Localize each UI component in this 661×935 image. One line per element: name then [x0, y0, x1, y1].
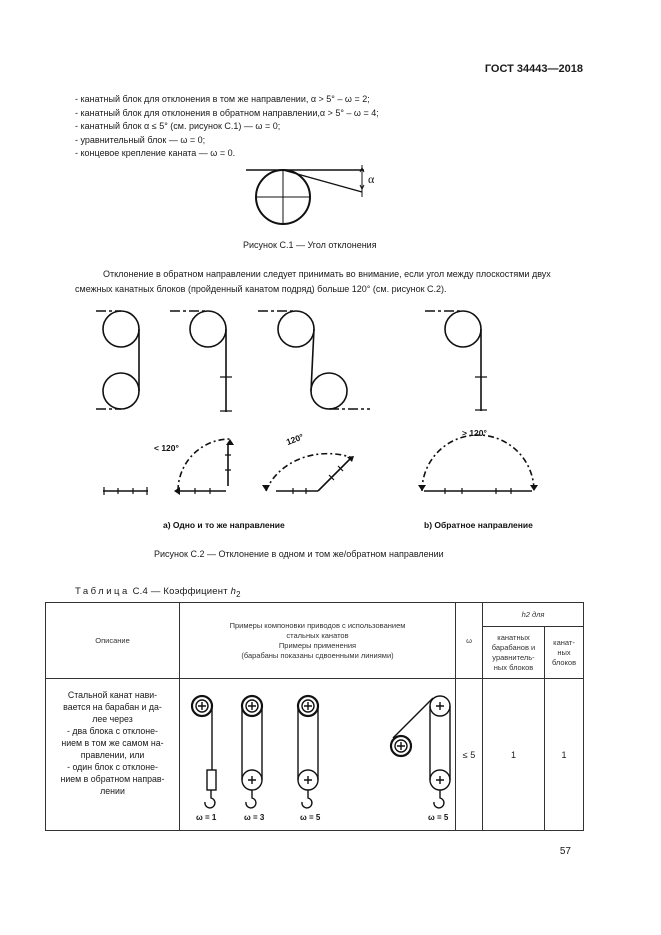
list-item: - канатный блок для отклонения в том же направлении, α > 5° – ω = 2; — [75, 94, 370, 104]
table-caption-sub: 2 — [236, 589, 241, 599]
body-paragraph — [75, 267, 585, 297]
th-examples-line: Примеры компоновки приводов с использованием — [229, 620, 406, 630]
table-caption-text: С.4 — Коэффициент — [132, 586, 231, 597]
desc-line: Стальной канат нави- — [67, 690, 158, 700]
th-omega: ω — [456, 603, 483, 679]
row-examples — [180, 679, 456, 831]
th-description: Описание — [46, 603, 180, 679]
th-h2: h2 для — [483, 603, 584, 627]
row-value-blocks: 1 — [545, 679, 584, 831]
row-description — [46, 679, 180, 831]
table-caption — [75, 586, 241, 599]
figure-c1-caption: Рисунок С.1 — Угол отклонения — [243, 240, 377, 250]
desc-line: лении — [100, 786, 125, 796]
label-b: b) Обратное направление — [424, 520, 533, 530]
th-blocks-line: канат- — [553, 637, 575, 647]
alpha-label: α — [368, 172, 375, 186]
figure-c2-caption: Рисунок С.2 — Отклонение в одном и том же/обратном направлении — [154, 549, 444, 559]
desc-line: нием в обратном направ- — [60, 774, 165, 784]
row-omega: ≤ 5 — [456, 679, 483, 831]
list-item: - уравнительный блок — ω = 0; — [75, 134, 206, 145]
angle-label-mid: 120° — [284, 431, 305, 448]
desc-line: - один блок с отклоне- — [67, 762, 158, 772]
desc-line: - два блока с отклоне- — [67, 726, 158, 736]
figure-c1-diagram — [246, 165, 364, 224]
label-a: а) Одно и то же направление — [163, 520, 285, 530]
th-examples — [180, 603, 456, 679]
row-value-drums: 1 — [483, 679, 545, 831]
table-caption-prefix: Таблица — [75, 586, 130, 597]
list-item: - канатный блок α ≤ 5° (см. рисунок С.1) — ω = 0; — [75, 121, 281, 131]
th-drums-line: барабанов и — [491, 642, 536, 652]
th-drums-line: уравнитель- — [492, 652, 535, 662]
desc-line: вается на барабан и да- — [63, 702, 162, 712]
figure-c2-top-row — [96, 311, 487, 412]
th-examples-line: Примеры применения — [278, 640, 357, 650]
th-examples-line: стальных канатов — [286, 630, 349, 640]
table-caption-var: h — [230, 586, 237, 597]
angle-label-a: < 120° — [154, 443, 179, 453]
paragraph-line-1: Отклонение в обратном направлении следует принимать во внимание, если угол между плоскостями двух — [103, 269, 551, 279]
omega-label-4: ω = 5 — [428, 812, 449, 822]
paragraph-line-2: смежных канатных блоков (пройденный канатом подряд) больше 120° (см. рисунок С.2). — [75, 284, 447, 294]
desc-line: лее через — [92, 714, 133, 724]
th-drums — [483, 627, 545, 679]
page-number: 57 — [559, 846, 571, 857]
list-item: - канатный блок для отклонения в обратном направлении,α > 5° – ω = 4; — [75, 107, 379, 118]
omega-label-2: ω = 3 — [244, 812, 265, 822]
rope-examples-drawing — [180, 680, 455, 830]
th-examples-line: (барабаны показаны сдвоенными линиями) — [241, 650, 394, 660]
angle-label-b: > 120° — [462, 428, 487, 438]
desc-line: нием в том же самом на- — [61, 738, 164, 748]
list-item: - концевое крепление каната — ω = 0. — [75, 148, 236, 158]
th-drums-line: канатных — [497, 632, 530, 642]
document-header: ГОСТ 34443—2018 — [484, 63, 583, 75]
desc-line: правлении, или — [80, 750, 145, 760]
th-blocks — [545, 627, 584, 679]
omega-label-3: ω = 5 — [300, 812, 321, 822]
omega-label-1: ω = 1 — [196, 812, 217, 822]
th-blocks-line: блоков — [551, 657, 577, 667]
th-blocks-line: ных — [557, 647, 571, 657]
coefficient-table — [45, 602, 584, 831]
th-drums-line: ных блоков — [493, 662, 534, 672]
